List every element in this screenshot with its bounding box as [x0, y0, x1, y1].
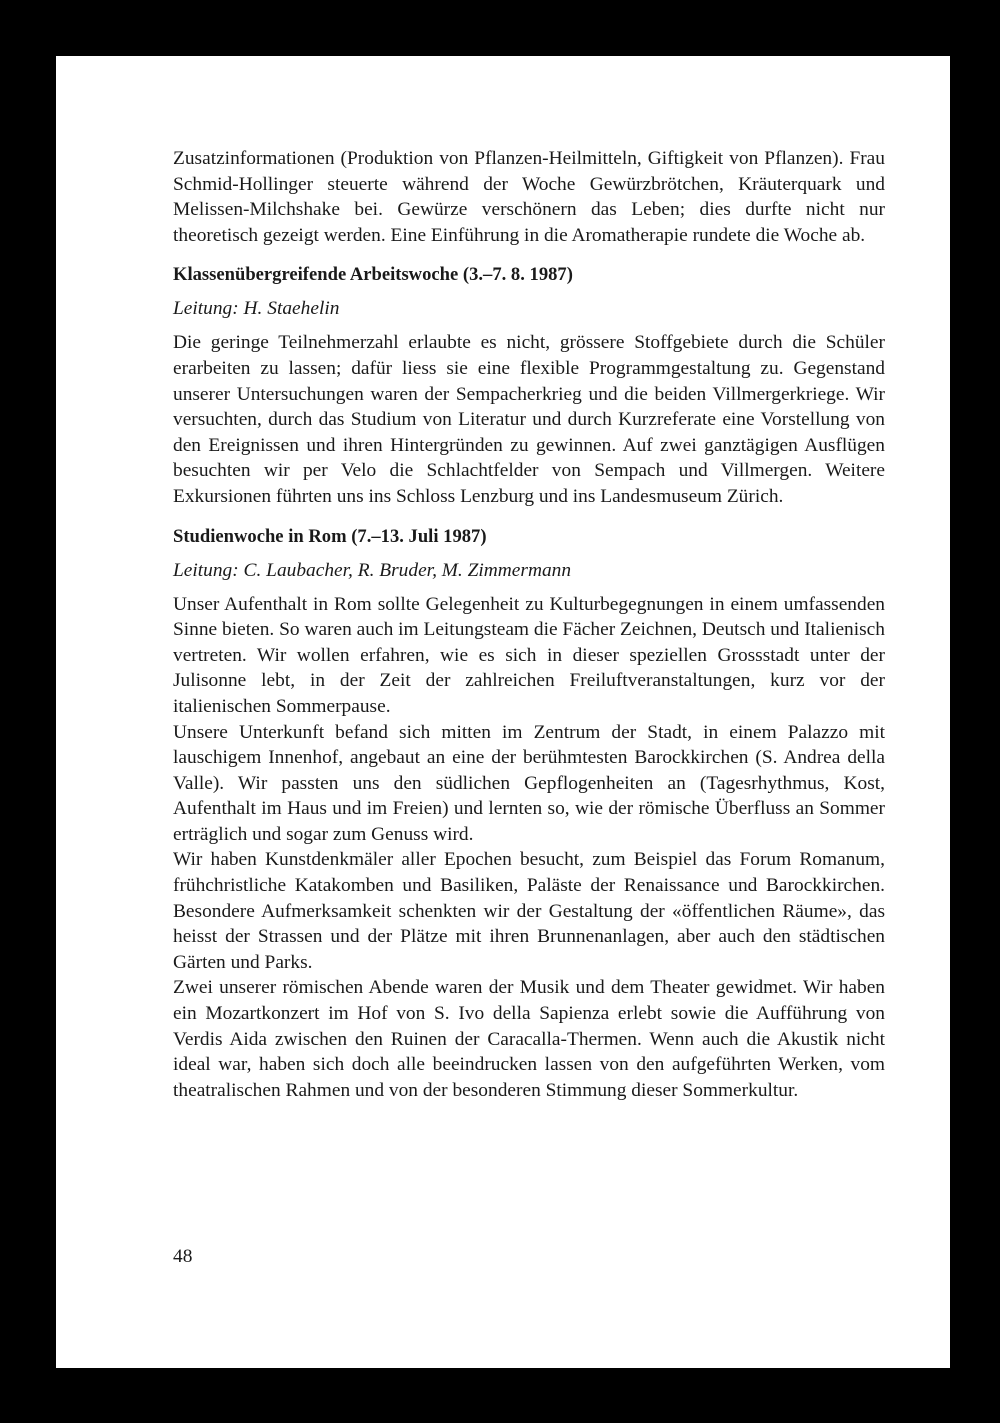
section-paragraph: Unsere Unterkunft befand sich mitten im Zentrum der Stadt, in einem Palazzo mit lauschigem Innenhof, angebaut an eine der berühmtesten Barockkirchen (S. Andrea della Valle). Wir passten uns den südlichen Gepflogenheiten an (Tagesrhythmus, Kost, Aufenthalt im Haus und im Freien) und lernten so, wie der römische Überfluss an Sommer erträglich und sogar zum Genuss wird. — [173, 721, 885, 845]
page-number: 48 — [173, 1246, 193, 1267]
section-paragraph: Wir haben Kunstdenkmäler aller Epochen besucht, zum Beispiel das Forum Romanum, frühchristliche Katakomben und Basiliken, Paläste der Renaissance und Barockkirchen. Besondere Aufmerksamkeit schenkten wir der Gestaltung der «öffentlichen Räume», das heisst der Strassen und der Plätze mit ihren Brunnenanlagen, aber auch den städtischen Gärten und Parks. — [173, 849, 885, 973]
section-paragraph: Unser Aufenthalt in Rom sollte Gelegenheit zu Kulturbegegnungen in einem umfassenden Sinne bieten. So waren auch im Leitungsteam die Fächer Zeichnen, Deutsch und Italienisch vertreten. Wir wollen erfahren, wie es sich in dieser speziellen Grossstadt unter der Julisonne lebt, in der Zeit der zahlreichen Freiluftveranstaltungen, kurz vor der italienischen Sommerpause. — [173, 593, 885, 717]
section-heading: Studienwoche in Rom (7.–13. Juli 1987) — [173, 525, 487, 547]
document-page — [56, 56, 950, 1368]
section-arbeitswoche — [173, 262, 885, 509]
intro-paragraph: Zusatzinformationen (Produktion von Pflanzen-Heilmitteln, Giftigkeit von Pflanzen). Frau Schmid-Hollinger steuerte während der Woche Gewürzbrötchen, Kräuterquark und Melissen-Milchshake bei. Gewürze verschönern das Leben; dies durfte nicht nur theoretisch gezeigt werden. Eine Einführung in die Aromatherapie rundete die Woche ab. — [173, 148, 885, 246]
section-rom — [173, 524, 885, 1104]
section-paragraph: Die geringe Teilnehmerzahl erlaubte es nicht, grössere Stoffgebiete durch die Schüler erarbeiten zu lassen; dafür liess sie eine flexible Programmgestaltung zu. Gegenstand unserer Untersuchungen waren der Sempacherkrieg und die beiden Villmergerkriege. Wir versuchten, durch das Studium von Literatur und durch Kurzreferate eine Vorstellung von den Ereignissen und ihren Hintergründen zu gewinnen. Auf zwei ganztägigen Ausflügen besuchten wir per Velo die Schlachtfelder von Sempach und Villmergen. Weitere Exkursionen führten uns ins Schloss Lenzburg und ins Landesmuseum Zürich. — [173, 332, 885, 507]
section-paragraph: Zwei unserer römischen Abende waren der Musik und dem Theater gewidmet. Wir haben ein Mozartkonzert im Hof von S. Ivo della Sapienza erlebt sowie die Aufführung von Verdis Aida zwischen den Ruinen der Caracalla-Thermen. Wenn auch die Akustik nicht ideal war, haben sich doch alle beeindrucken lassen von den aufgeführten Werken, vom theatralischen Rahmen und von der besonderen Stimmung dieser Sommerkultur. — [173, 977, 885, 1101]
section-leitung: Leitung: H. Staehelin — [173, 298, 340, 320]
section-heading: Klassenübergreifende Arbeitswoche (3.–7. 8. 1987) — [173, 264, 573, 286]
section-leitung: Leitung: C. Laubacher, R. Bruder, M. Zimmermann — [173, 559, 572, 581]
page-content — [173, 146, 885, 1103]
